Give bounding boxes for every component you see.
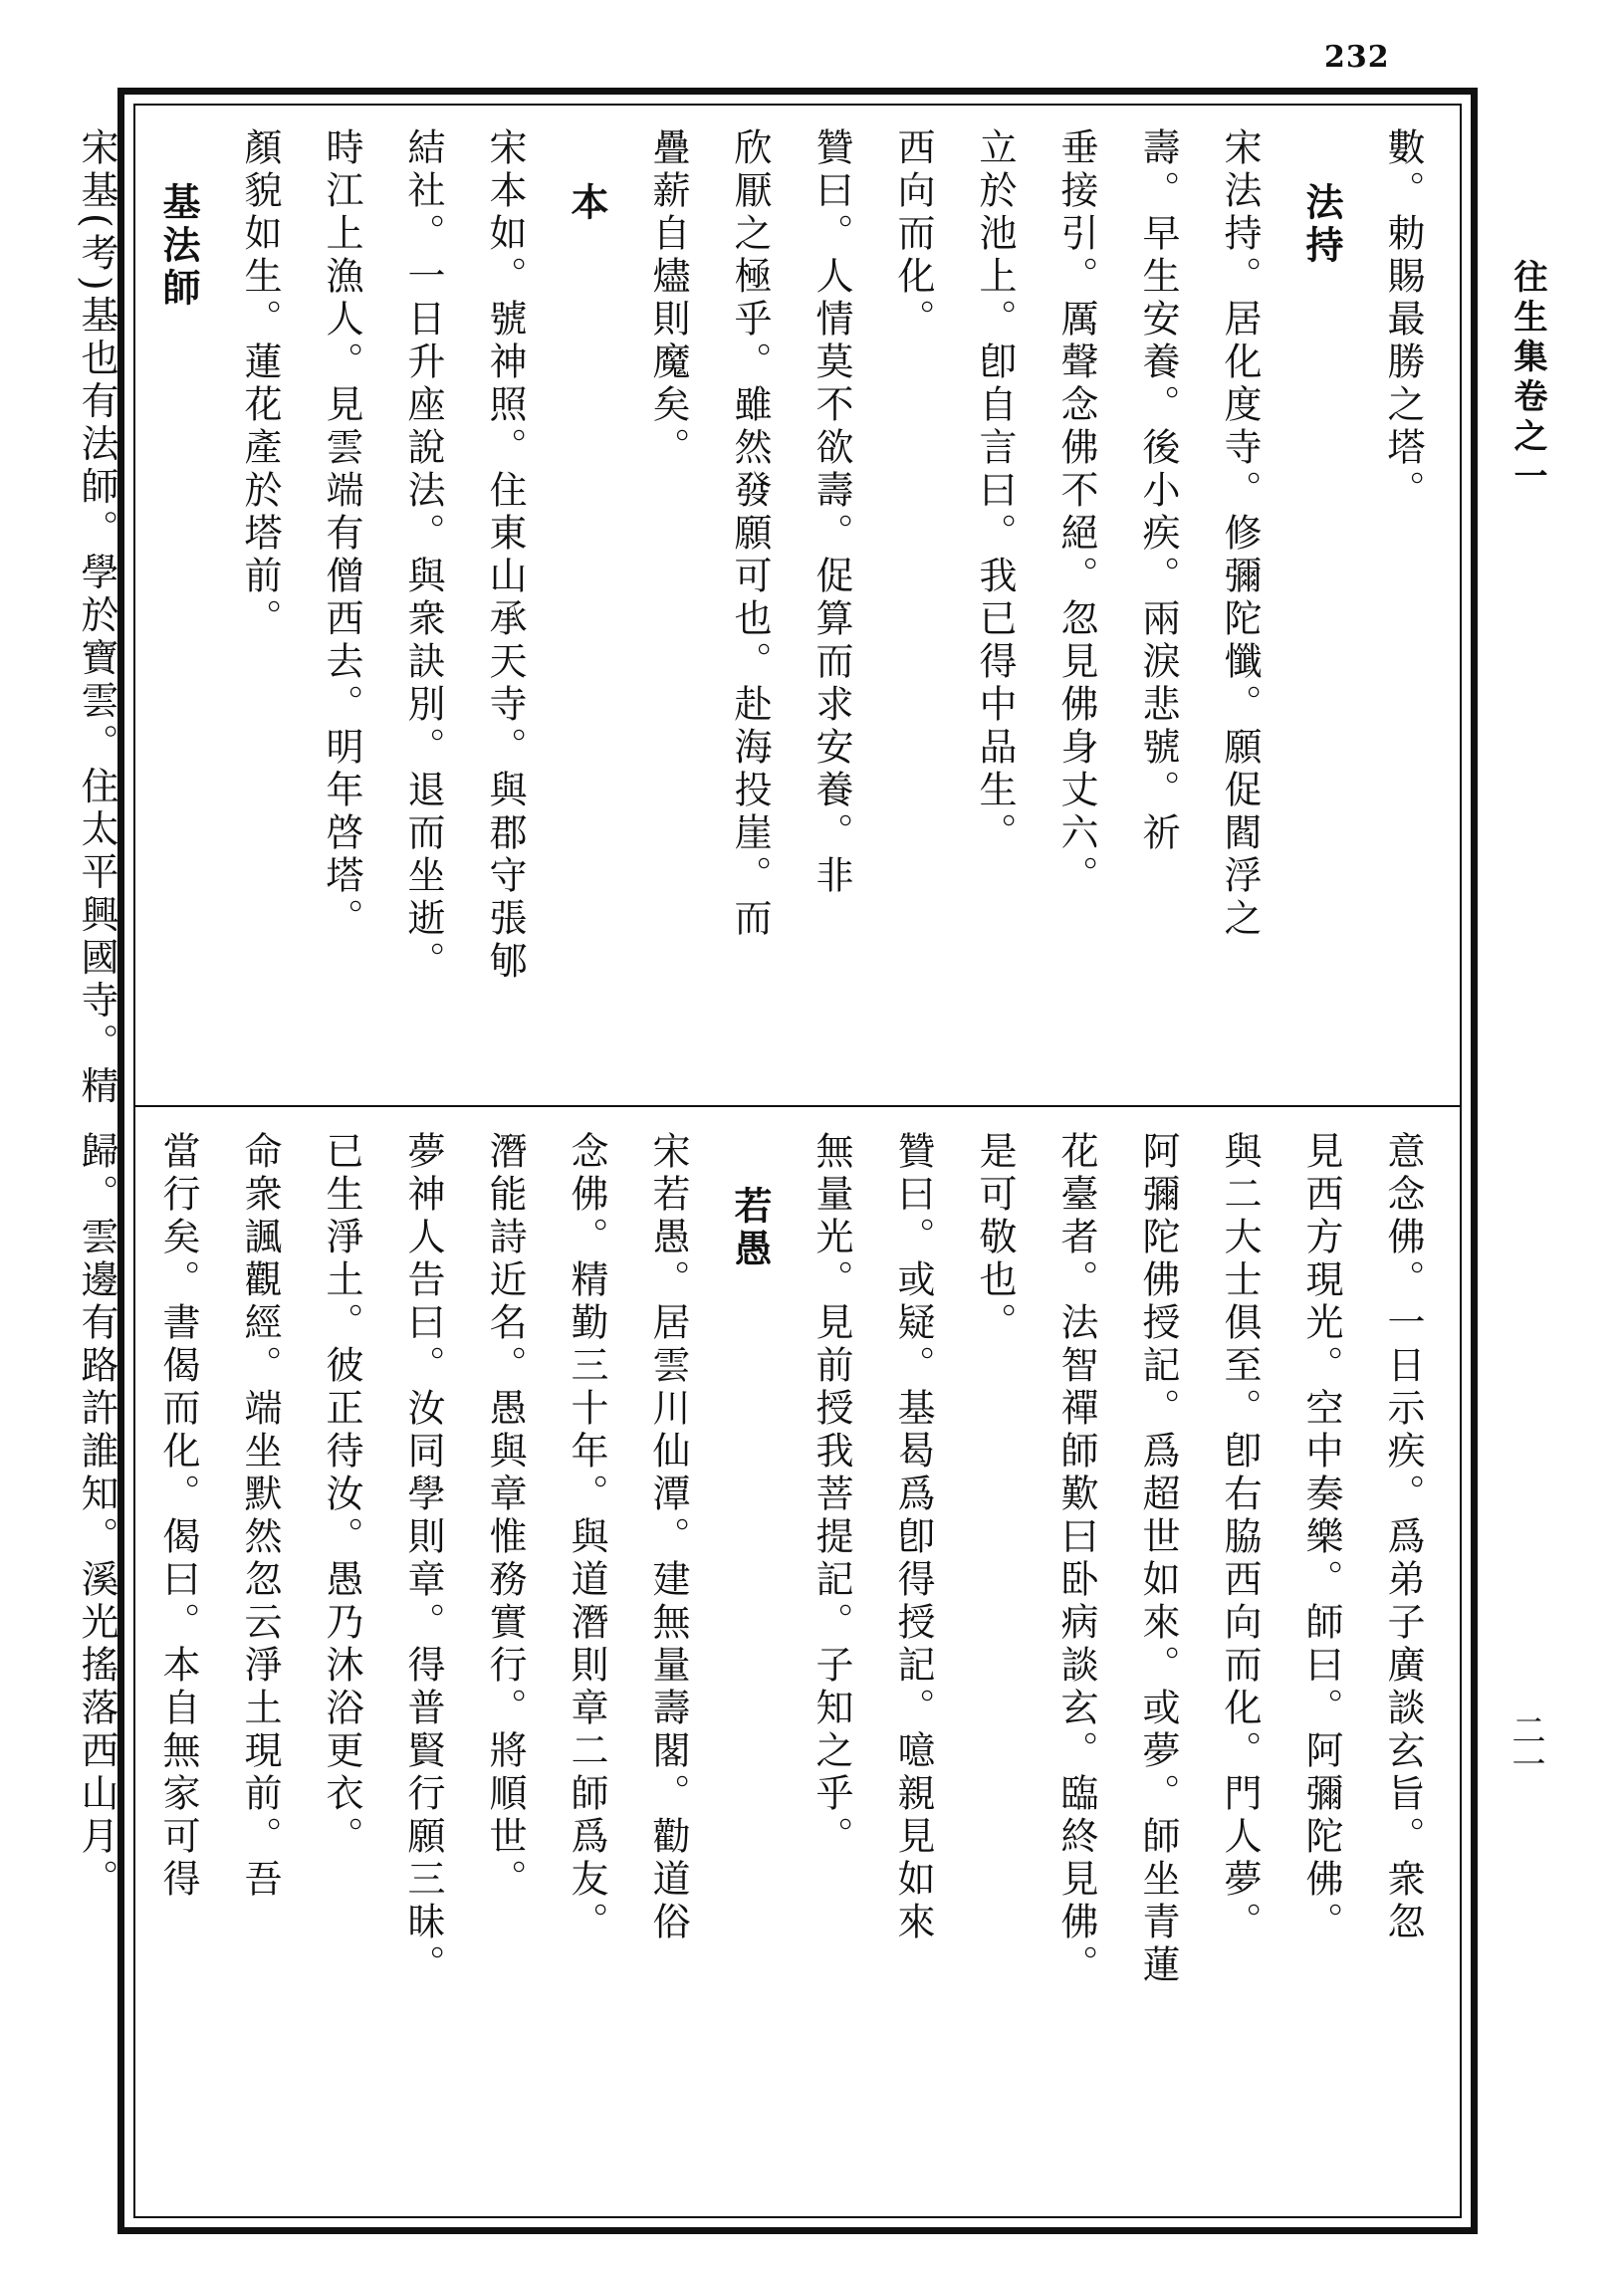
text-column: 阿彌陀佛授記。爲超世如來。或夢。師坐青蓮 xyxy=(1136,1131,1180,1987)
text-column: 是可敬也。 xyxy=(973,1131,1017,1345)
text-column: 無量光。見前授我菩提記。子知之乎。 xyxy=(810,1131,853,1859)
text-column: 宋若愚。居雲川仙潭。建無量壽閣。勸道俗 xyxy=(646,1131,690,1944)
text-column: 贊曰。人情莫不欲壽。促算而求安養。非 xyxy=(810,127,853,898)
text-column: 數。勅賜最勝之塔。 xyxy=(1381,127,1425,513)
text-column: 贊曰。或疑。基曷爲卽得授記。噫親見如來 xyxy=(891,1131,935,1944)
text-column: 夢神人告曰。汝同學則章。得普賢行願三昧。 xyxy=(401,1131,445,1987)
page-number: 232 xyxy=(1324,40,1390,75)
top-text-panel xyxy=(75,127,1444,1109)
text-column: 意念佛。一日示疾。爲弟子廣談玄旨。衆忽 xyxy=(1381,1131,1425,1944)
text-column: 命衆諷觀經。端坐默然忽云淨土現前。吾 xyxy=(238,1131,282,1902)
text-column: 時江上漁人。見雲端有僧西去。明年啓塔。 xyxy=(320,127,363,941)
section-heading: 本 xyxy=(565,182,609,225)
section-heading: 法持 xyxy=(1299,182,1344,268)
bottom-text-panel xyxy=(75,1131,1444,2201)
text-column: 立於池上。卽自言曰。我已得中品生。 xyxy=(973,127,1017,855)
text-column: 當行矣。書偈而化。偈曰。本自無家可得 xyxy=(156,1131,200,1902)
text-column: 潛能詩近名。愚與章惟務實行。將順世。 xyxy=(483,1131,527,1902)
text-column: 花臺者。法智禪師歎曰卧病談玄。臨終見佛。 xyxy=(1054,1131,1098,1987)
text-column: 顏貌如生。蓮花產於塔前。 xyxy=(238,127,282,641)
section-heading: 若愚 xyxy=(728,1186,773,1271)
text-column: 宋基(考)基也有法師。學於寶雲。住太平興國寺。精 xyxy=(75,127,118,1109)
text-column: 已生淨土。彼正待汝。愚乃沐浴更衣。 xyxy=(320,1131,363,1859)
text-column: 垂接引。厲聲念佛不絕。忽見佛身丈六。 xyxy=(1054,127,1098,898)
text-column: 壽。早生安養。後小疾。兩淚悲號。祈 xyxy=(1136,127,1180,855)
text-column: 宋法持。居化度寺。修彌陀懺。願促閻浮之 xyxy=(1218,127,1262,941)
folio-number: 二一 xyxy=(1506,1712,1545,1780)
text-column: 結社。一日升座說法。與衆訣別。退而坐逝。 xyxy=(401,127,445,984)
running-title: 往生集卷之一 xyxy=(1508,259,1547,498)
text-column: 念佛。精勤三十年。與道潛則章二師爲友。 xyxy=(565,1131,608,1944)
text-column: 西向而化。 xyxy=(891,127,935,341)
section-divider xyxy=(133,1105,1462,1107)
text-column: 見西方現光。空中奏樂。師曰。阿彌陀佛。 xyxy=(1299,1131,1343,1944)
text-column: 與二大士俱至。卽右脇西向而化。門人夢。 xyxy=(1218,1131,1262,1944)
text-column: 宋本如。號神照。住東山承天寺。與郡守張郇 xyxy=(483,127,527,984)
text-column: 歸。雲邊有路許誰知。溪光搖落西山月。 xyxy=(75,1131,118,1902)
text-column: 疊薪自燼則魔矣。 xyxy=(646,127,690,470)
text-column: 欣厭之極乎。雖然發願可也。赴海投崖。而 xyxy=(728,127,772,941)
section-heading: 基法師 xyxy=(156,182,201,311)
